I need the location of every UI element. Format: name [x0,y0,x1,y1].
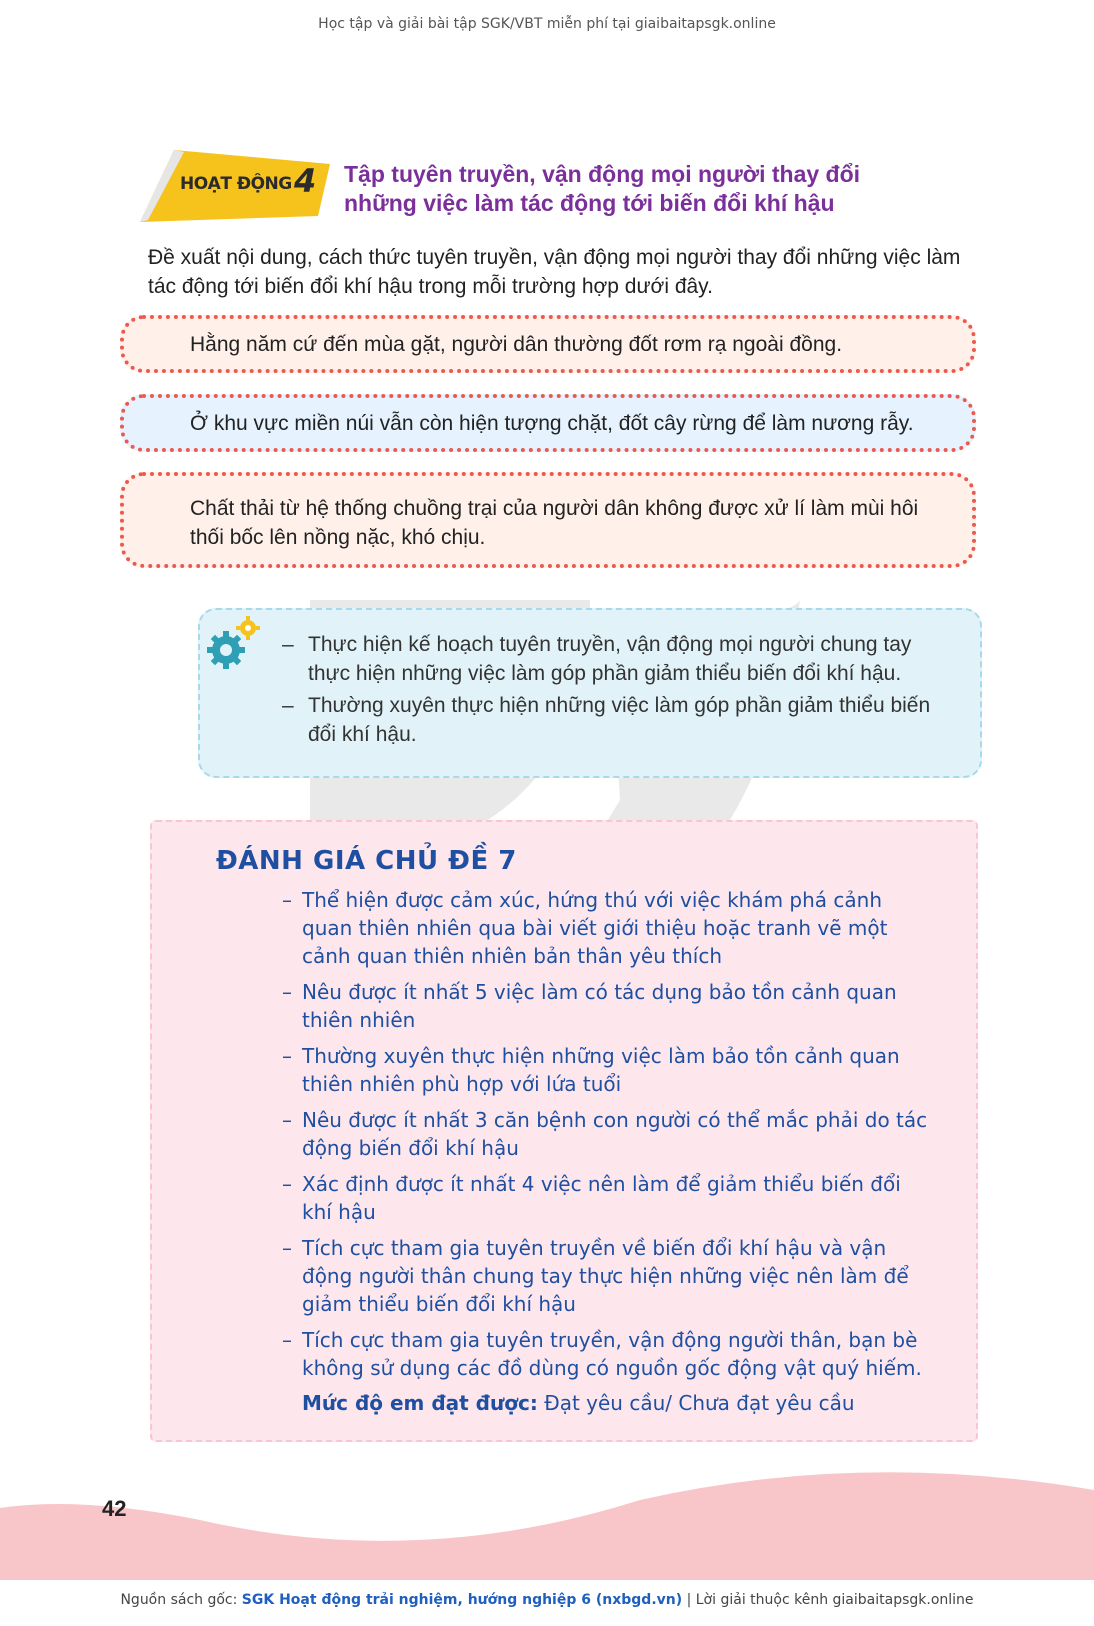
activity-badge [140,150,330,228]
gear-icon [206,616,260,670]
evaluation-item-text-5: Xác định được ít nhất 4 việc nên làm để giảm thiểu biến đổi khí hậu [302,1172,901,1224]
tip-dash: – [282,694,294,717]
evaluation-item [282,886,930,970]
activity-title-line1: Tập tuyên truyền, vận động mọi người thay đổi [344,161,861,187]
footer-prefix: Nguồn sách gốc: [120,1592,242,1608]
intro-line2: tác động tới biến đổi khí hậu trong mỗi trường hợp dưới đây. [148,275,713,298]
evaluation-item [282,978,930,1034]
evaluation-item [282,1170,930,1226]
footer-suffix: | Lời giải thuộc kênh giaibaitapsgk.online [682,1592,974,1608]
case-box-1: Hằng năm cứ đến mùa gặt, người dân thường đốt rơm rạ ngoài đồng. [120,315,976,373]
activity-title [344,160,904,218]
level-value: Đạt yêu cầu/ Chưa đạt yêu cầu [544,1391,855,1415]
eval-dash: – [282,980,292,1004]
activity-title-line2: những việc làm tác động tới biến đổi khí hậu [344,190,835,216]
case-box-3: Chất thải từ hệ thống chuồng trại của người dân không được xử lí làm mùi hôi thối bốc lên nồng nặc, khó chịu. [120,472,976,568]
tip-text-1: Thực hiện kế hoạch tuyên truyền, vận động mọi người chung tay thực hiện những việc làm góp phần giảm thiểu biến đổi khí hậu. [308,633,912,685]
page-number: 42 [102,1496,127,1521]
tip-text-2: Thường xuyên thực hiện những việc làm góp phần giảm thiểu biến đổi khí hậu. [308,694,931,746]
evaluation-item-text-7: Tích cực tham gia tuyên truyền, vận động người thân, bạn bè không sử dụng các đồ dùng có nguồn gốc động vật quý hiếm. [302,1328,922,1380]
evaluation-item-text-3: Thường xuyên thực hiện những việc làm bảo tồn cảnh quan thiên nhiên phù hợp với lứa tuổi [302,1044,900,1096]
evaluation-item [282,1106,930,1162]
case-box-2: Ở khu vực miền núi vẫn còn hiện tượng chặt, đốt cây rừng để làm nương rẫy. [120,394,976,452]
evaluation-level [302,1391,855,1415]
evaluation-item [282,1326,930,1382]
tip-item-1 [282,630,958,688]
activity-intro [148,243,988,301]
eval-dash: – [282,1108,292,1132]
intro-line1: Đề xuất nội dung, cách thức tuyên truyền, vận động mọi người thay đổi những việc làm [148,246,961,269]
eval-dash: – [282,1236,292,1260]
evaluation-title: ĐÁNH GIÁ CHỦ ĐỀ 7 [216,846,517,876]
level-label: Mức độ em đạt được: [302,1391,538,1415]
eval-dash: – [282,1172,292,1196]
tip-item-2 [282,691,958,749]
eval-dash: – [282,1044,292,1068]
bottom-wave-decoration [0,1460,1094,1580]
evaluation-item-text-6: Tích cực tham gia tuyên truyền về biến đổi khí hậu và vận động người thân chung tay thực hiện những việc nên làm để giảm thiểu biến đổi khí hậu [302,1236,909,1316]
tip-list [282,630,958,752]
footer-source-link[interactable]: SGK Hoạt động trải nghiệm, hướng nghiệp 6 (nxbgd.vn) [241,1592,683,1608]
evaluation-list [282,886,930,1390]
tip-dash: – [282,633,294,656]
page-footer [0,1592,1094,1608]
eval-dash: – [282,1328,292,1352]
evaluation-item-text-1: Thể hiện được cảm xúc, hứng thú với việc khám phá cảnh quan thiên nhiên qua bài viết giới thiệu hoặc tranh vẽ một cảnh quan thiên nhiên bản thân yêu thích [302,888,888,968]
badge-number: 4 [294,162,317,200]
evaluation-item [282,1042,930,1098]
evaluation-item [282,1234,930,1318]
page-header: Học tập và giải bài tập SGK/VBT miễn phí tại giaibaitapsgk.online [318,16,776,32]
badge-label: HOẠT ĐỘNG [180,174,292,194]
eval-dash: – [282,888,292,912]
evaluation-item-text-2: Nêu được ít nhất 5 việc làm có tác dụng bảo tồn cảnh quan thiên nhiên [302,980,897,1032]
evaluation-item-text-4: Nêu được ít nhất 3 căn bệnh con người có thể mắc phải do tác động biến đổi khí hậu [302,1108,928,1160]
